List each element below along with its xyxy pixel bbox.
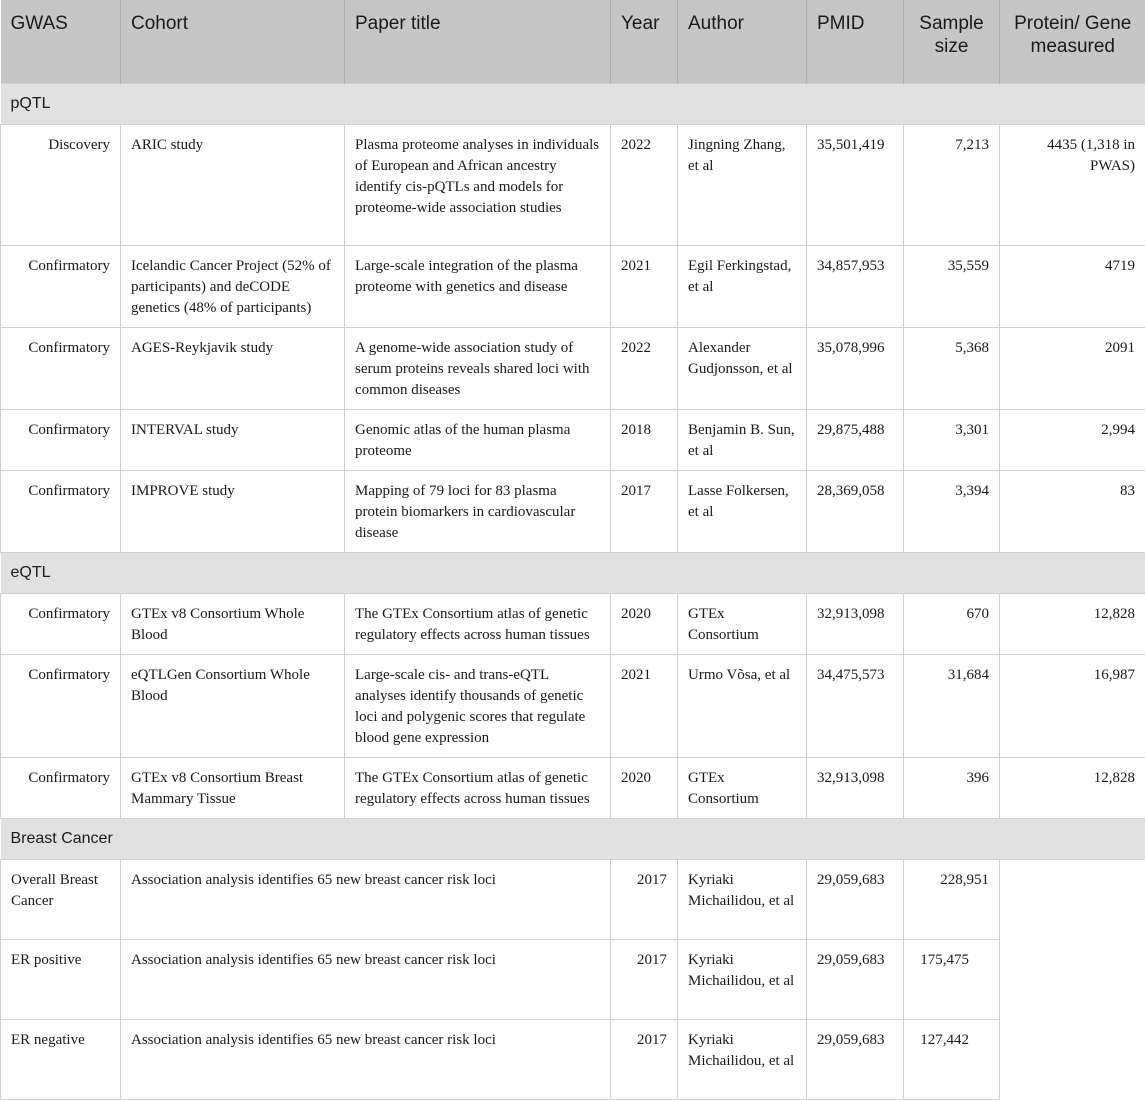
cell-paper-title: Plasma proteome analyses in individuals of European and African ancestry identify cis-pQTLs and models for proteome-wide association studies xyxy=(345,124,611,245)
cell-gwas: Discovery xyxy=(1,124,121,245)
cell-measured: 2,994 xyxy=(1000,409,1145,470)
table-row xyxy=(1,245,1145,327)
cell-measured: 4435 (1,318 in PWAS) xyxy=(1000,124,1145,245)
cell-author: Kyriaki Michailidou, et al xyxy=(678,859,807,939)
header-protein-gene-measured: Protein/ Gene measured xyxy=(1000,0,1145,83)
cell-gwas: Confirmatory xyxy=(1,654,121,757)
cell-cohort: INTERVAL study xyxy=(121,409,345,470)
cell-paper-title: The GTEx Consortium atlas of genetic regulatory effects across human tissues xyxy=(345,593,611,654)
cell-year: 2022 xyxy=(611,327,678,409)
cell-gwas: Overall Breast Cancer xyxy=(1,859,121,939)
cell-cohort: IMPROVE study xyxy=(121,470,345,552)
cell-paper-title: Mapping of 79 loci for 83 plasma protein biomarkers in cardiovascular disease xyxy=(345,470,611,552)
cell-year: 2017 xyxy=(611,859,678,939)
cell-gwas: Confirmatory xyxy=(1,409,121,470)
cell-pmid: 34,857,953 xyxy=(807,245,904,327)
cell-cohort: GTEx v8 Consortium Whole Blood xyxy=(121,593,345,654)
cell-year: 2021 xyxy=(611,245,678,327)
cell-year: 2021 xyxy=(611,654,678,757)
cell-sample-size: 670 xyxy=(904,593,1000,654)
cell-sample-size: 127,442 xyxy=(904,1019,1000,1099)
cell-paper-title: Large-scale integration of the plasma proteome with genetics and disease xyxy=(345,245,611,327)
table-row xyxy=(1,1019,1145,1099)
cell-paper-title: A genome-wide association study of serum proteins reveals shared loci with common diseases xyxy=(345,327,611,409)
cell-sample-size: 35,559 xyxy=(904,245,1000,327)
cell-sample-size: 396 xyxy=(904,757,1000,818)
cell-author: Lasse Folkersen, et al xyxy=(678,470,807,552)
cell-cohort: Icelandic Cancer Project (52% of participants) and deCODE genetics (48% of participants) xyxy=(121,245,345,327)
cell-measured: 12,828 xyxy=(1000,593,1145,654)
section-label: eQTL xyxy=(1,552,1145,593)
cell-cohort: ARIC study xyxy=(121,124,345,245)
cell-author: GTEx Consortium xyxy=(678,757,807,818)
empty-cell xyxy=(1000,859,1145,1099)
header-sample-size: Sample size xyxy=(904,0,1000,83)
cell-year: 2020 xyxy=(611,593,678,654)
cell-measured: 4719 xyxy=(1000,245,1145,327)
cell-sample-size: 7,213 xyxy=(904,124,1000,245)
header-paper-title: Paper title xyxy=(345,0,611,83)
table-row xyxy=(1,654,1145,757)
cell-gwas: Confirmatory xyxy=(1,757,121,818)
cell-paper-title: Association analysis identifies 65 new breast cancer risk loci xyxy=(121,1019,611,1099)
cell-year: 2017 xyxy=(611,1019,678,1099)
cell-sample-size: 3,394 xyxy=(904,470,1000,552)
section-label: pQTL xyxy=(1,83,1145,124)
table-row xyxy=(1,327,1145,409)
cell-measured: 12,828 xyxy=(1000,757,1145,818)
table-header-row xyxy=(1,0,1145,83)
cell-pmid: 35,501,419 xyxy=(807,124,904,245)
cell-author: GTEx Consortium xyxy=(678,593,807,654)
header-cohort: Cohort xyxy=(121,0,345,83)
cell-measured: 83 xyxy=(1000,470,1145,552)
cell-gwas: ER positive xyxy=(1,939,121,1019)
header-pmid: PMID xyxy=(807,0,904,83)
cell-author: Jingning Zhang, et al xyxy=(678,124,807,245)
cell-paper-title: The GTEx Consortium atlas of genetic regulatory effects across human tissues xyxy=(345,757,611,818)
cell-author: Kyriaki Michailidou, et al xyxy=(678,1019,807,1099)
cell-pmid: 35,078,996 xyxy=(807,327,904,409)
cell-cohort: AGES-Reykjavik study xyxy=(121,327,345,409)
cell-year: 2017 xyxy=(611,939,678,1019)
cell-pmid: 29,059,683 xyxy=(807,859,904,939)
table-row xyxy=(1,859,1145,939)
cell-paper-title: Association analysis identifies 65 new breast cancer risk loci xyxy=(121,859,611,939)
cell-gwas: Confirmatory xyxy=(1,245,121,327)
cell-sample-size: 228,951 xyxy=(904,859,1000,939)
cell-gwas: Confirmatory xyxy=(1,593,121,654)
cell-cohort: GTEx v8 Consortium Breast Mammary Tissue xyxy=(121,757,345,818)
table-row xyxy=(1,409,1145,470)
cell-measured: 16,987 xyxy=(1000,654,1145,757)
table-row xyxy=(1,593,1145,654)
cell-sample-size: 175,475 xyxy=(904,939,1000,1019)
cell-gwas: Confirmatory xyxy=(1,470,121,552)
section-row-pqtl xyxy=(1,83,1145,124)
cell-author: Egil Ferkingstad, et al xyxy=(678,245,807,327)
cell-pmid: 34,475,573 xyxy=(807,654,904,757)
cell-measured: 2091 xyxy=(1000,327,1145,409)
cell-pmid: 29,875,488 xyxy=(807,409,904,470)
cell-cohort: eQTLGen Consortium Whole Blood xyxy=(121,654,345,757)
cell-pmid: 29,059,683 xyxy=(807,1019,904,1099)
cell-paper-title: Genomic atlas of the human plasma proteome xyxy=(345,409,611,470)
cell-year: 2017 xyxy=(611,470,678,552)
section-row-eqtl xyxy=(1,552,1145,593)
cell-author: Benjamin B. Sun, et al xyxy=(678,409,807,470)
cell-year: 2022 xyxy=(611,124,678,245)
header-year: Year xyxy=(611,0,678,83)
cell-pmid: 29,059,683 xyxy=(807,939,904,1019)
cell-sample-size: 3,301 xyxy=(904,409,1000,470)
cell-paper-title: Large-scale cis- and trans-eQTL analyses identify thousands of genetic loci and polygenic scores that regulate blood gene expression xyxy=(345,654,611,757)
cell-pmid: 32,913,098 xyxy=(807,593,904,654)
table-row xyxy=(1,757,1145,818)
section-row-breast-cancer xyxy=(1,818,1145,859)
cell-year: 2018 xyxy=(611,409,678,470)
cell-sample-size: 31,684 xyxy=(904,654,1000,757)
cell-author: Alexander Gudjonsson, et al xyxy=(678,327,807,409)
cell-sample-size: 5,368 xyxy=(904,327,1000,409)
table-row xyxy=(1,939,1145,1019)
cell-pmid: 32,913,098 xyxy=(807,757,904,818)
cell-gwas: ER negative xyxy=(1,1019,121,1099)
cell-author: Urmo Võsa, et al xyxy=(678,654,807,757)
table-row xyxy=(1,470,1145,552)
table-row xyxy=(1,124,1145,245)
cell-paper-title: Association analysis identifies 65 new breast cancer risk loci xyxy=(121,939,611,1019)
cell-year: 2020 xyxy=(611,757,678,818)
header-author: Author xyxy=(678,0,807,83)
cell-author: Kyriaki Michailidou, et al xyxy=(678,939,807,1019)
cell-pmid: 28,369,058 xyxy=(807,470,904,552)
section-label: Breast Cancer xyxy=(1,818,1145,859)
cell-gwas: Confirmatory xyxy=(1,327,121,409)
header-gwas: GWAS xyxy=(1,0,121,83)
